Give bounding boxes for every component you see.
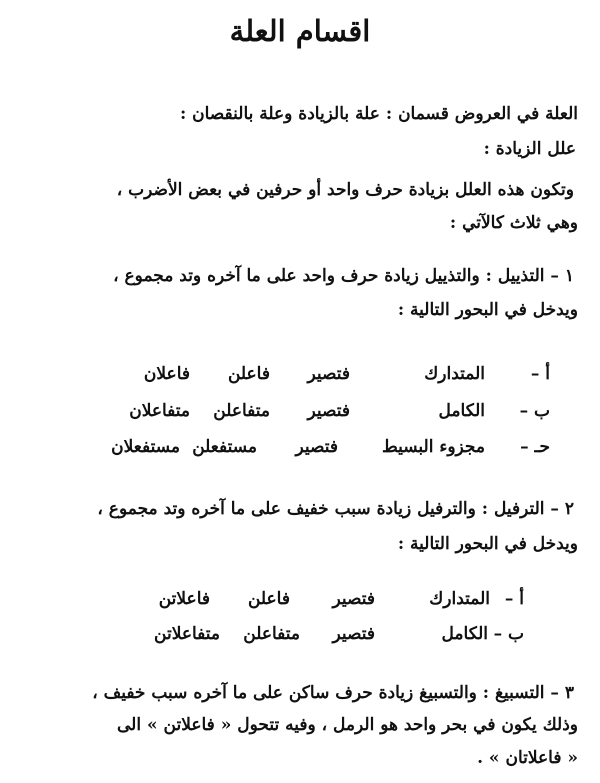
item-definition: والترفيل زيادة سبب خفيف على ما آخره وتد مجموع ،: [97, 499, 476, 519]
new-form: فاعلاتن: [158, 589, 210, 609]
item-definition: والتذييل زيادة حرف واحد على ما آخره وتد مجموع ،: [113, 266, 480, 286]
page-title: اقسام العلة: [229, 14, 371, 48]
original-form: فاعلن: [227, 364, 270, 384]
meter-name: مجزوء البسيط: [381, 437, 485, 457]
item-number: ٢ –: [544, 499, 574, 519]
new-form: فاعلان: [143, 364, 190, 384]
item-3-line: « فاعلاتان » .: [477, 748, 578, 768]
item-2-line: [20, 499, 574, 519]
new-form: متفاعلان: [129, 401, 190, 421]
meter-row: [0, 589, 600, 615]
item-2-line: ويدخل في البحور التالية :: [397, 534, 578, 554]
row-letter: ب –: [493, 624, 524, 644]
meter-row: [0, 401, 600, 427]
meter-name: المتدارك: [424, 364, 485, 384]
item-number: ١ –: [544, 266, 574, 286]
result-word: فتصير: [307, 364, 350, 384]
item-name: الترفيل :: [475, 499, 545, 519]
item-1-line: [20, 266, 574, 286]
section-heading: علل الزيادة :: [483, 139, 576, 159]
result-word: فتصير: [295, 437, 338, 457]
row-letter: ب –: [519, 401, 550, 421]
row-letter: أ –: [530, 364, 550, 384]
original-form: فاعلن: [247, 589, 290, 609]
item-number: ٣ –: [544, 683, 574, 703]
new-form: متفاعلاتن: [154, 624, 220, 644]
item-name: التسبيغ :: [476, 683, 545, 703]
paragraph-line: وهي ثلاث كالآتي :: [449, 213, 578, 233]
meter-row: [0, 437, 600, 463]
item-name: التذييل :: [479, 266, 545, 286]
paragraph-line: وتكون هذه العلل بزيادة حرف واحد أو حرفين في بعض الأضرب ،: [116, 180, 574, 200]
meter-name: الكامل: [438, 401, 485, 421]
original-form: مستفعلن: [192, 437, 257, 457]
result-word: فتصير: [332, 589, 375, 609]
item-definition: والتسبيغ زيادة حرف ساكن على ما آخره سبب خفيف ،: [92, 683, 477, 703]
new-form: مستفعلان: [111, 437, 180, 457]
original-form: متفاعلن: [213, 401, 270, 421]
meter-row: [0, 364, 600, 390]
item-1-line: ويدخل في البحور التالية :: [397, 300, 578, 320]
result-word: فتصير: [307, 401, 350, 421]
result-word: فتصير: [332, 624, 375, 644]
meter-name: المتدارك: [429, 589, 490, 609]
intro-text: العلة في العروض قسمان : علة بالزيادة وعلة بالنقصان :: [179, 104, 578, 124]
item-3-line: وذلك يكون في بحر واحد هو الرمل ، وفيه تتحول « فاعلاتن » الى: [117, 715, 578, 735]
original-form: متفاعلن: [243, 624, 300, 644]
item-3-line: [20, 683, 574, 703]
row-letter: حـ –: [520, 437, 550, 457]
meter-row: [0, 624, 600, 650]
row-letter: أ –: [504, 589, 524, 609]
meter-name: الكامل: [441, 624, 488, 644]
